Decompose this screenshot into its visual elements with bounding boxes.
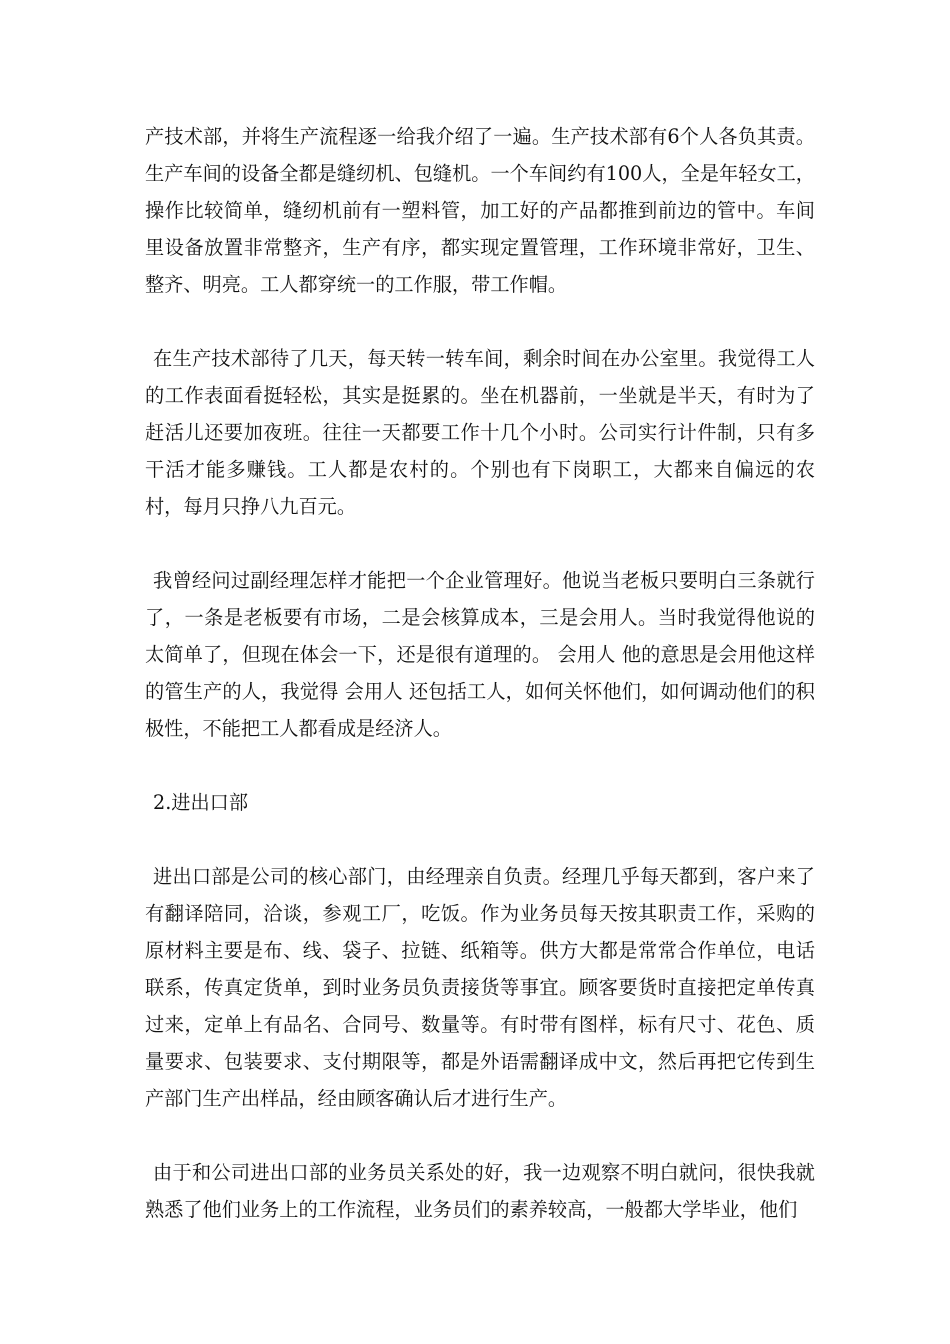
paragraph-import-export-department: 进出口部是公司的核心部门，由经理亲自负责。经理几乎每天都到，客户来了有翻译陪同，洽谈，参观工厂，吃饭。作为业务员每天按其职责工作，采购的原材料主要是布、线、袋子、拉链、纸箱等。供方大都是常常合作单位，电话联系，传真定货单，到时业务员负责接货等事宜。顾客要货时直接把定单传真过来，定单上有品名、合同号、数量等。有时带有图样，标有尺寸、花色、质量要求、包装要求、支付期限等，都是外语需翻译成中文，然后再把它传到生产部门生产出样品，经由顾客确认后才进行生产。 (145, 865, 815, 1110)
paragraph-worker-conditions: 在生产技术部待了几天，每天转一转车间，剩余时间在办公室里。我觉得工人的工作表面看挺轻松，其实是挺累的。坐在机器前，一坐就是半天，有时为了赶活儿还要加夜班。往往一天都要工作十几个小时。公司实行计件制，只有多干活才能多赚钱。工人都是农村的。个别也有下岗职工，大都来自偏远的农村，每月只挣八九百元。 (145, 347, 815, 518)
document-body (145, 118, 815, 1228)
paragraph-management-advice: 我曾经问过副经理怎样才能把一个企业管理好。他说当老板只要明白三条就行了，一条是老板要有市场，二是会核算成本，三是会用人。当时我觉得他说的太简单了，但现在体会一下，还是很有道理的。 会用人 他的意思是会用他这样的管生产的人，我觉得 会用人 还包括工人，如何关怀他们，如何调动他们的积极性，不能把工人都看成是经济人。 (145, 569, 815, 740)
paragraph-production-workshop: 产技术部，并将生产流程逐一给我介绍了一遍。生产技术部有6个人各负其责。生产车间的设备全都是缝纫机、包缝机。一个车间约有100人，全是年轻女工，操作比较简单，缝纫机前有一塑料管，加工好的产品都推到前边的管中。车间里设备放置非常整齐，生产有序，都实现定置管理，工作环境非常好，卫生、整齐、明亮。工人都穿统一的工作服，带工作帽。 (145, 125, 815, 296)
paragraph-business-staff: 由于和公司进出口部的业务员关系处的好，我一边观察不明白就问，很快我就熟悉了他们业务上的工作流程，业务员们的素养较高，一般都大学毕业，他们 (145, 1161, 815, 1221)
section-heading-import-export: 2.进出口部 (153, 791, 249, 814)
